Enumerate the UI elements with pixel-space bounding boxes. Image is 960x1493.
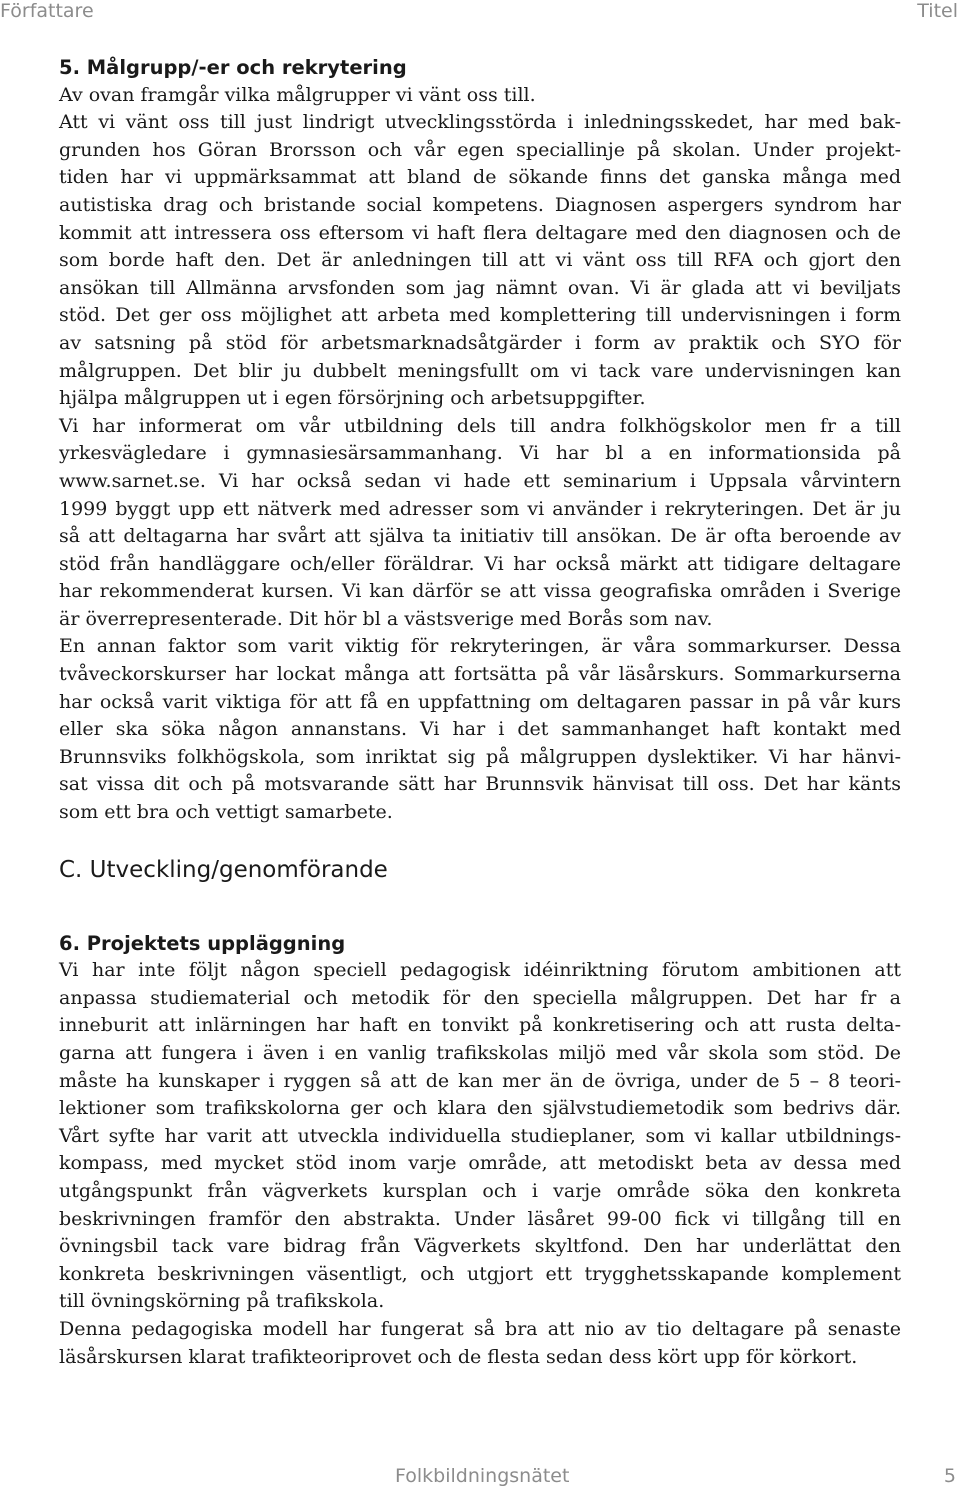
text-line: sat vissa dit och på motsvarande sätt har Brunnsvik hänvisat till oss. Det har känts <box>59 773 901 796</box>
text-line: lektioner som trafikskolorna ger och klara den självstudiemetodik som bedrivs där. <box>59 1097 901 1120</box>
footer-publisher: Folkbildningsnätet <box>395 1465 570 1487</box>
text-line: utgångspunkt från vägverkets kursplan och i varje område söka den konkreta <box>59 1179 901 1202</box>
text-line: övningsbil tack vare bidrag från Vägverkets skyltfond. Den har underlättat den <box>59 1235 901 1258</box>
text-line: så att deltagarna har svårt att själva ta initiativ till ansökan. De är ofta beroende av <box>59 525 901 548</box>
text-line: eller ska söka någon annanstans. Vi har i det sammanhanget haft kontakt med <box>59 718 901 741</box>
text-line: läsårskursen klarat trafikteoriprovet och de flesta sedan dess kört upp för körkort. <box>59 1345 858 1368</box>
text-line: har också varit viktiga för att få en uppfattning om deltagaren passar in på vår kurs <box>59 690 901 713</box>
section-5-heading: 5. Målgrupp/-er och rekrytering <box>59 56 407 79</box>
text-line: kompass, med mycket stöd inom varje område, att metodiskt beta av dessa med <box>59 1152 901 1175</box>
text-line: garna att fungera i även i en vanlig trafikskolas miljö med vår skola som stöd. De <box>59 1042 901 1064</box>
text-line: anpassa studiematerial och metodik för den speciella målgruppen. Det har fr a <box>59 986 901 1009</box>
text-line: har rekommenderat kursen. Vi kan därför se att vissa geografiska områden i Sverige <box>59 580 901 603</box>
text-line: grunden hos Göran Brorsson och vår egen speciallinje på skolan. Under projekt- <box>59 138 901 161</box>
text-line: www.sarnet.se. Vi har också sedan vi hade ett seminarium i Uppsala vårvintern <box>59 469 901 492</box>
text-line: tvåveckorskurser har lockat många att fortsätta på vår läsårskurs. Sommarkurserna <box>59 663 901 686</box>
text-line: konkreta beskrivningen väsentligt, och utgjort ett trygghetsskapande komplement <box>59 1262 901 1285</box>
text-line: måste ha kunskaper i ryggen så att de kan mer än de övriga, under de 5 – 8 teori- <box>59 1069 901 1092</box>
text-line: tiden har vi uppmärksammat att bland de sökande finns det ganska många med <box>59 166 901 189</box>
text-line: En annan faktor som varit viktig för rekryteringen, är våra sommarkurser. Dessa <box>59 635 901 658</box>
text-line: ansökan till Allmänna arvsfonden som jag nämnt ovan. Vi är glada att vi beviljats <box>59 276 901 299</box>
page-content <box>59 54 901 1371</box>
text-line: av satsning på stöd för arbetsmarknadsåtgärder i form av praktik och SYO för <box>59 331 901 354</box>
text-line: autistiska drag och bristande social kompetens. Diagnosen aspergers syndrom har <box>59 193 901 216</box>
text-line: Att vi vänt oss till just lindrigt utvecklingsstörda i inledningsskedet, har med bak- <box>59 111 901 134</box>
text-line: stöd. Det ger oss möjlighet att arbeta med komplettering till undervisningen i form <box>59 304 901 327</box>
section-5-body <box>59 82 901 827</box>
text-line: Denna pedagogiska modell har fungerat så bra att nio av tio deltagare på senaste <box>59 1317 901 1340</box>
text-line: Brunnsviks folkhögskola, som inriktat sig på målgruppen dyslektiker. Vi har hänvi- <box>59 745 901 768</box>
text-line: som ett bra och vettigt samarbete. <box>59 801 393 824</box>
text-line: är överrepresenterade. Dit hör bl a västsverige med Borås som nav. <box>59 607 713 630</box>
text-line: 1999 byggt upp ett nätverk med adresser som vi använder i rekryteringen. Det är ju <box>59 497 901 520</box>
text-line: till övningskörning på trafikskola. <box>59 1290 385 1313</box>
text-line: stöd från handläggare och/eller föräldrar. Vi har också märkt att tidigare deltagare <box>59 552 901 575</box>
text-line: Av ovan framgår vilka målgrupper vi vänt oss till. <box>59 83 536 106</box>
text-line: Vårt syfte har varit att utveckla individuella studieplaner, som vi kallar utbildnings- <box>59 1124 901 1147</box>
running-header <box>0 0 960 26</box>
page-footer <box>0 1465 960 1493</box>
header-title: Titel <box>917 0 958 22</box>
text-line: målgruppen. Det blir ju dubbelt meningsfullt om vi tack vare undervisningen kan <box>59 359 901 382</box>
text-line: Vi har inte följt någon speciell pedagogisk idéinriktning förutom ambitionen att <box>59 959 901 982</box>
text-line: beskrivningen framför den abstrakta. Under läsåret 99-00 fick vi tillgång till en <box>59 1207 901 1230</box>
text-line: Vi har informerat om vår utbildning dels till andra folkhögskolor men fr a till <box>59 414 901 437</box>
section-6-heading: 6. Projektets uppläggning <box>59 931 346 955</box>
section-6-body <box>59 957 901 1371</box>
text-line: hjälpa målgruppen ut i egen försörjning och arbetsuppgifter. <box>59 387 646 410</box>
page-number: 5 <box>943 1465 956 1487</box>
text-line: kommit att intressera oss eftersom vi haft flera deltagare med den diagnosen och de <box>59 221 901 244</box>
header-author: Författare <box>0 0 94 22</box>
text-line: yrkesvägledare i gymnasiesärsammanhang. Vi har bl a en informationsida på <box>59 442 901 465</box>
text-line: inneburit att inlärningen har haft en tonvikt på konkretisering och att rusta delta- <box>59 1014 901 1037</box>
text-line: som borde haft den. Det är anledningen till att vi vänt oss till RFA och gjort den <box>59 249 901 272</box>
section-c-heading: C. Utveckling/genomförande <box>59 856 388 883</box>
